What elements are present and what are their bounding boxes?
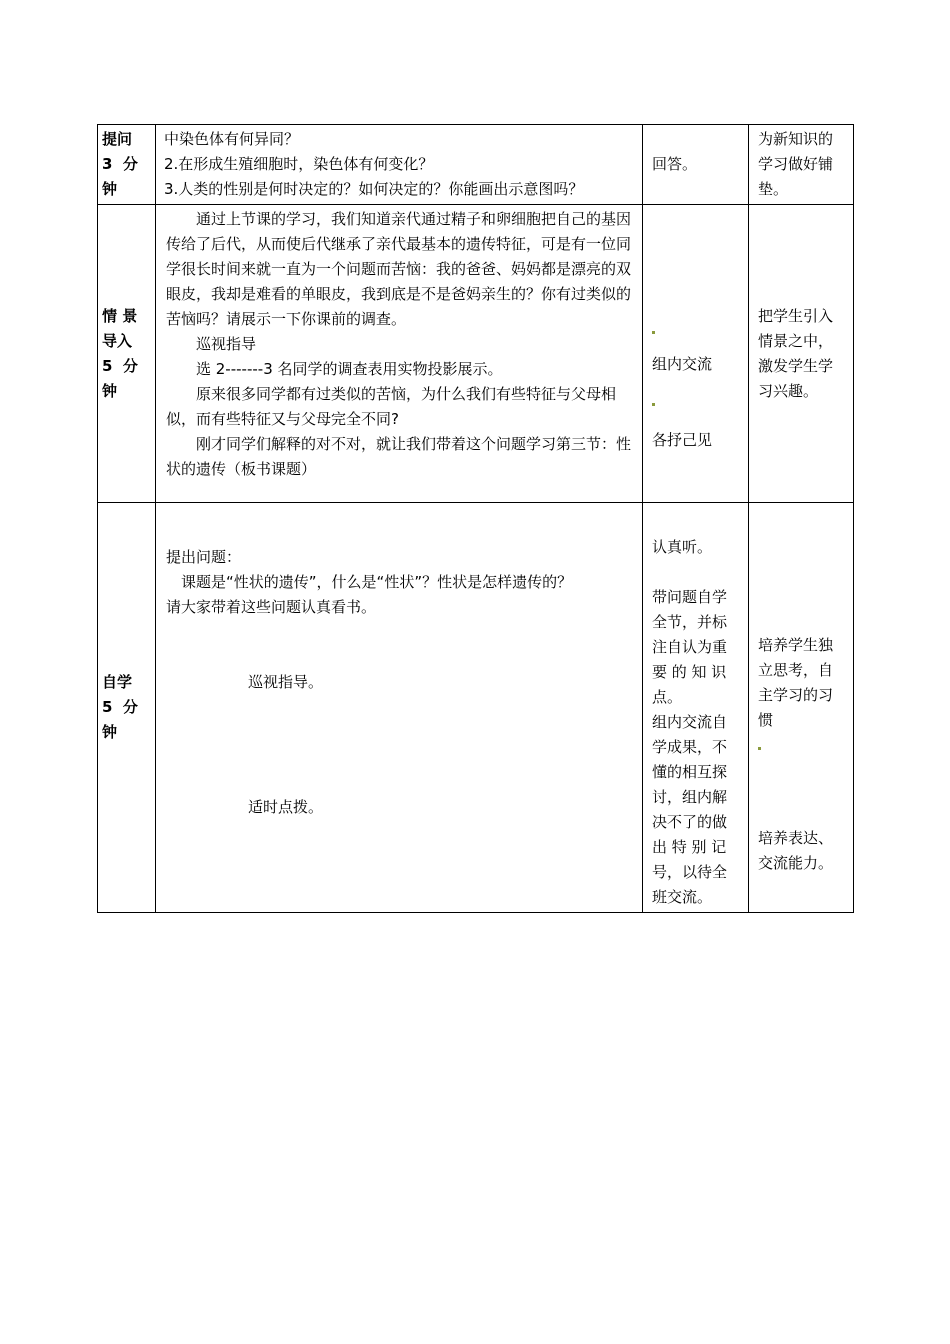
student-text: 懂的相互探 — [652, 763, 728, 781]
purpose-text: 主学习的习 — [758, 686, 834, 704]
stage-cell — [98, 503, 156, 913]
purpose-text: 情景之中， — [758, 331, 834, 350]
student-text: 出 特 别 记 — [652, 838, 727, 856]
teacher-text: 巡视指导。 — [248, 673, 324, 691]
stage-label-line: 3 分 — [102, 155, 138, 173]
teacher-text: 中染色体有何异同？ — [164, 130, 300, 148]
teacher-text: 提出问题： — [166, 548, 242, 566]
stage-label-line: 情 景 — [102, 306, 138, 325]
student-text: 组内交流自 — [652, 713, 728, 731]
purpose-text: 习兴趣。 — [758, 381, 819, 400]
teacher-activity-cell — [156, 125, 643, 205]
marker-dot — [758, 747, 761, 750]
student-text: 学成果，不 — [652, 738, 728, 756]
purpose-text: 立思考，自 — [758, 661, 834, 679]
purpose-text: 培养表达、 — [758, 829, 834, 847]
purpose-cell — [749, 205, 854, 503]
student-text: 全节，并标 — [652, 613, 728, 631]
student-text: 组内交流 — [652, 355, 713, 373]
purpose-cell — [749, 125, 854, 205]
purpose-text: 激发学生学 — [758, 356, 834, 375]
teacher-text: 原来很多同学都有过类似的苦恼，为什么我们有些特征与父母相似，而有些特征又与父母完全不同? — [166, 385, 617, 428]
purpose-text: 把学生引入 — [758, 306, 834, 325]
teacher-activity-cell — [156, 205, 643, 503]
student-text: 号，以待全 — [652, 863, 728, 881]
table-row — [98, 125, 854, 205]
student-text: 要 的 知 识 — [652, 663, 727, 681]
student-text: 回答。 — [652, 155, 698, 173]
student-text: 班交流。 — [652, 888, 713, 906]
table-row — [98, 503, 854, 913]
student-text: 认真听。 — [652, 538, 713, 556]
teacher-text: 课题是“性状的遗传”，什么是“性状”？性状是怎样遗传的？ — [181, 573, 573, 591]
lesson-plan-table — [97, 124, 854, 913]
student-text: 各抒己见 — [652, 431, 713, 449]
student-text: 决不了的做 — [652, 813, 728, 831]
stage-cell — [98, 205, 156, 503]
student-text: 带问题自学 — [652, 588, 728, 606]
student-text: 点。 — [652, 688, 683, 706]
teacher-text: 3.人类的性别是何时决定的？如何决定的？你能画出示意图吗？ — [164, 180, 584, 198]
stage-label-line: 钟 — [102, 723, 118, 741]
purpose-text: 培养学生独 — [758, 636, 834, 654]
teacher-text: 通过上节课的学习，我们知道亲代通过精子和卵细胞把自己的基因传给了后代，从而使后代继承了亲代最基本的遗传特征，可是有一位同学很长时间来就一直为一个问题而苦恼：我的爸爸、妈妈都是漂亮的双眼皮，我却是难看的单眼皮，我到底是不是爸妈亲生的？你有过类似的苦恼吗？请展示一下你课前的调查。 — [166, 210, 632, 328]
teacher-text: 巡视指导 — [196, 335, 257, 353]
student-activity-cell — [643, 125, 749, 205]
stage-label-line: 导入 — [102, 331, 133, 350]
student-text: 讨，组内解 — [652, 788, 728, 806]
teacher-text: 刚才同学们解释的对不对，就让我们带着这个问题学习第三节：性状的遗传（板书课题） — [166, 435, 632, 478]
teacher-text: 2.在形成生殖细胞时，染色体有何变化？ — [164, 155, 434, 173]
purpose-text: 交流能力。 — [758, 854, 834, 872]
teacher-text: 请大家带着这些问题认真看书。 — [166, 598, 377, 616]
marker-dot — [652, 403, 655, 406]
purpose-text: 垫。 — [758, 180, 789, 198]
student-text: 注自认为重 — [652, 638, 728, 656]
student-activity-cell — [643, 205, 749, 503]
purpose-text: 惯 — [758, 711, 774, 729]
stage-label-line: 钟 — [102, 381, 118, 400]
purpose-text: 为新知识的 — [758, 130, 834, 148]
stage-label-line: 5 分 — [102, 698, 138, 716]
teacher-text: 选 2-------3 名同学的调查表用实物投影展示。 — [196, 360, 503, 378]
stage-cell — [98, 125, 156, 205]
purpose-text: 学习做好铺 — [758, 155, 834, 173]
stage-label-line: 自学 — [102, 673, 133, 691]
stage-label-line: 提问 — [102, 130, 133, 148]
student-activity-cell — [643, 503, 749, 913]
stage-label-line: 钟 — [102, 180, 118, 198]
table-row — [98, 205, 854, 503]
marker-dot — [652, 331, 655, 334]
stage-label-line: 5 分 — [102, 356, 138, 375]
teacher-text: 适时点拨。 — [248, 798, 324, 816]
teacher-activity-cell — [156, 503, 643, 913]
purpose-cell — [749, 503, 854, 913]
